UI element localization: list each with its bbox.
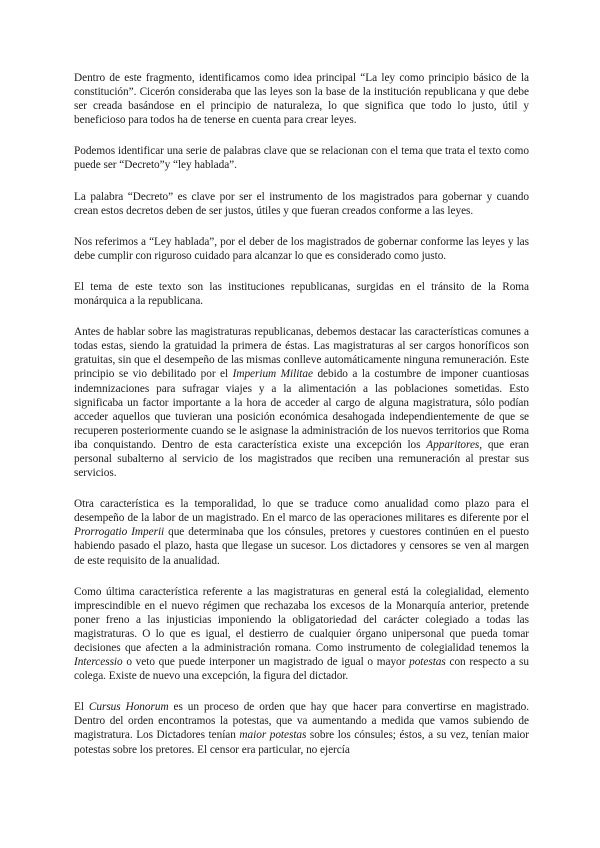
paragraph-idea-principal: Dentro de este fragmento, identificamos como idea principal “La ley como principio básico de la constitución”. Cicerón consideraba que las leyes son la base de la institución republicana y que debe ser creada basándose en el principio de naturaleza, lo que significa que todo lo justo, útil y beneficioso para todos ha de tenerse en cuenta para crear leyes.: [74, 72, 529, 127]
text-run: El: [74, 701, 89, 714]
paragraph-temporalidad: [74, 497, 529, 567]
italic-term: potestas: [409, 656, 446, 669]
text-run: , que eran personal subalterno al servicio de los magistrados que reciben una remuneración al prestar sus servicios.: [74, 438, 529, 480]
text-run: Antes de hablar sobre las magistraturas republicanas, debemos destacar las características comunes a todas estas, siendo la gratuidad la primera de éstas. Las magistraturas al ser cargos honoríficos son gratuitas, sin que el desempeño de las mismas conlleve automáticamente ninguna remuneración. Este principio se vio debilitado por el: [74, 326, 529, 381]
italic-term: Cursus Honorum: [88, 701, 169, 714]
text-run: Otra característica es la temporalidad, lo que se traduce como anualidad como plazo para el desempeño de la labor de un magistrado. En el marco de las operaciones militares es diferente por el: [74, 498, 529, 525]
text-run: es un proceso de orden que hay que hacer para convertirse en magistrado. Dentro del orden encontramos la potestas, que va aumentando a medida que vamos subiendo de magistratura. Los Dictadores tenían: [74, 701, 530, 742]
paragraph-colegialidad: [74, 585, 529, 684]
italic-term: Apparitores: [426, 438, 480, 451]
italic-term: Prorrogatio Imperii: [74, 526, 165, 539]
paragraph-decreto: La palabra “Decreto” es clave por ser el instrumento de los magistrados para gobernar y cuando crean estos decretos deben de ser justos, útiles y que fueran creados conforme a las leyes.: [74, 190, 529, 217]
text-run: con respecto a su colega. Existe de nuevo una excepción, la figura del dictador.: [74, 656, 530, 683]
text-run: debido a la costumbre de imponer cuantiosas indemnizaciones para sufragar viajes y a la alimentación a las poblaciones sometidas. Esto significaba un factor importante a la hora de acceder al cargo de alguna magistratura, sólo podían acceder aquellos que tuvieran una posición económica desahogada independientemente de que se recuperen posteriormente cuando se le asignase la administración de los nuevos territorios que Roma iba conquistando. Dentro de esta característica existe una excepción los: [74, 368, 529, 451]
italic-term: Intercessio: [74, 656, 123, 669]
paragraph-palabras-clave: Podemos identificar una serie de palabras clave que se relacionan con el tema que trata el texto como puede ser “Decreto”y “ley hablada”.: [74, 145, 529, 172]
italic-term: maior potestas: [239, 729, 307, 742]
italic-term: Imperium Militae: [232, 368, 313, 381]
paragraph-cursus-honorum: [74, 700, 529, 756]
paragraph-ley-hablada: Nos referimos a “Ley hablada”, por el deber de los magistrados de gobernar conforme las leyes y las debe cumplir con riguroso cuidado para alcanzar lo que es considerado como justo.: [74, 235, 529, 262]
text-run: sobre los cónsules; éstos, a su vez, tenían maior potestas sobre los pretores. El censor era particular, no ejercía: [74, 729, 529, 756]
text-run: que determinaba que los cónsules, pretores y cuestores continúen en el puesto habiendo pasado el plazo, hasta que llegase un sucesor. Los dictadores y censores se ven al margen de este requisito de la anualidad.: [74, 526, 529, 567]
paragraph-gratuidad: [74, 325, 529, 480]
paragraph-tema: El tema de este texto son las instituciones republicanas, surgidas en el tránsito de la Roma monárquica a la republicana.: [74, 280, 529, 308]
text-run: Como última característica referente a las magistraturas en general está la colegialidad, elemento imprescindible en el nuevo régimen que rechazaba los excesos de la Monarquía anterior, pretende poner freno a las injusticias imponiendo la obligatoriedad del carácter colegiado a todas las magistraturas. O lo que es igual, el destierro de cualquier órgano unipersonal que pueda tomar decisiones que afecten a la administración romana. Como instrumento de colegialidad tenemos la: [74, 585, 529, 654]
text-run: o veto que puede interponer un magistrado de igual o mayor: [122, 656, 410, 669]
